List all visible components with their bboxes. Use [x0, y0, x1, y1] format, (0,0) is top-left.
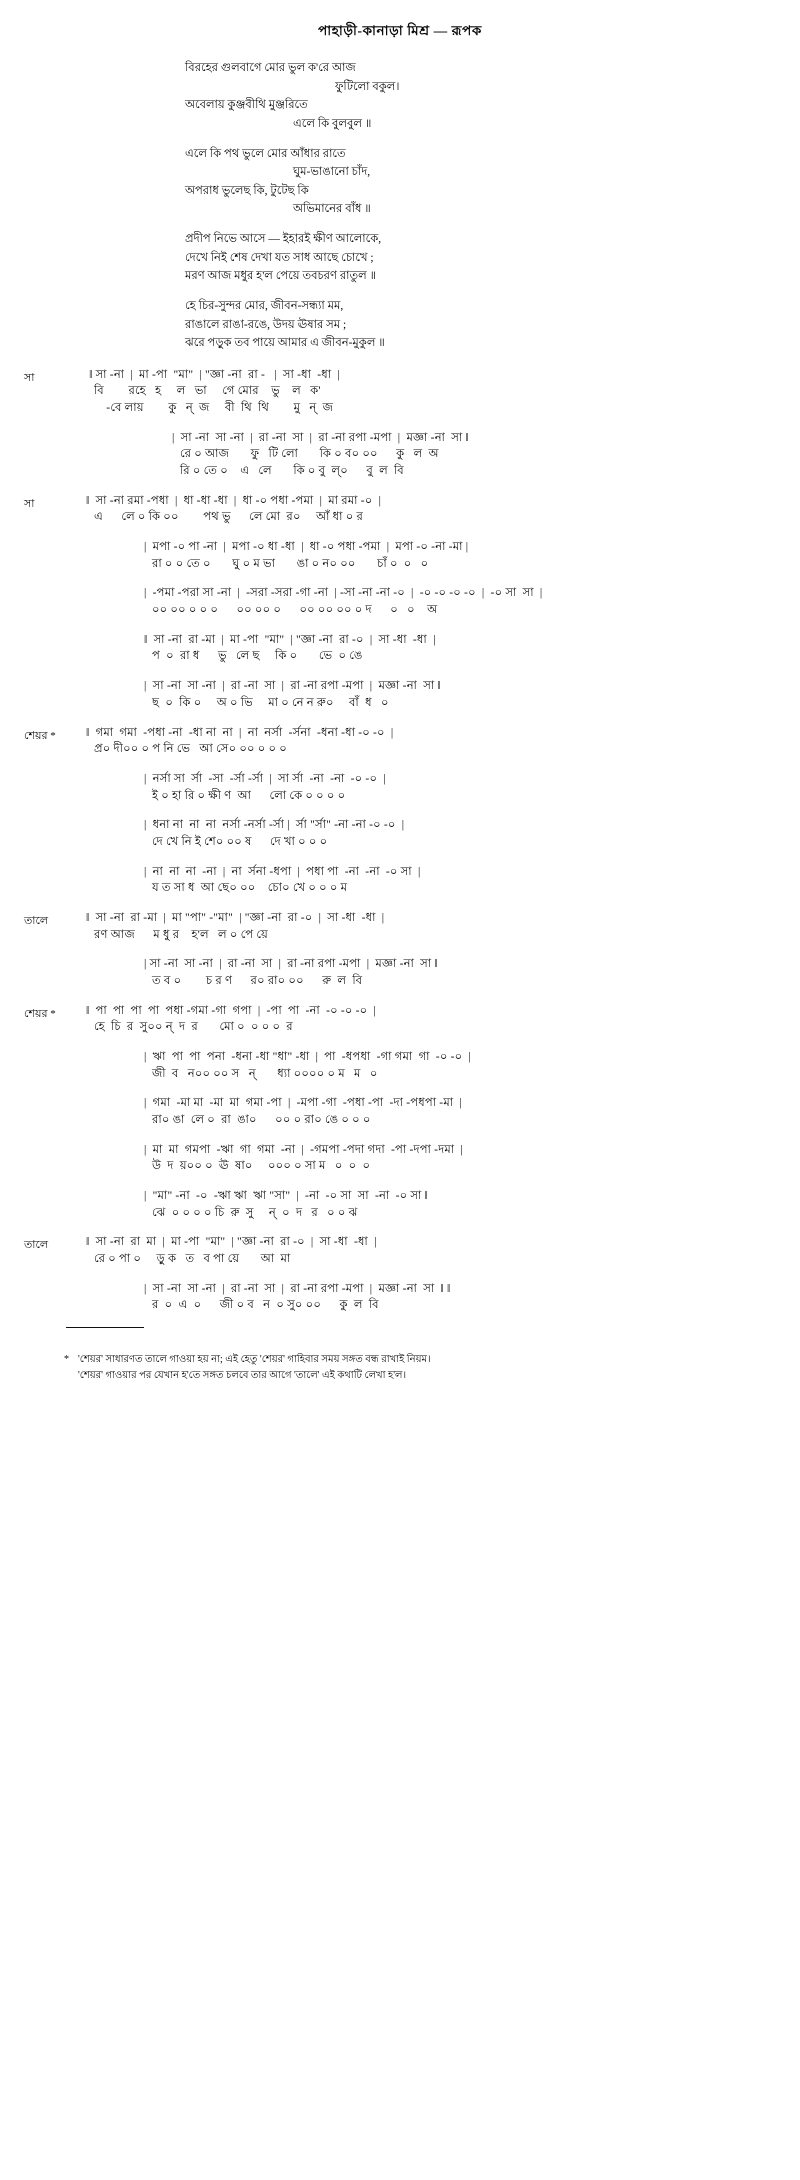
lyric-line: অবেলায় কুঞ্জবীথি মুঞ্জরিতে: [185, 99, 308, 112]
svara-line: ‖ সা -না রা -মা | মা "পা" -"মা" | "জ্ঞা -না রা -০ | সা -ধা -ধা |: [86, 911, 385, 924]
sahitya-line: বি রহে হ ল ভা গে মোর ভু ল ক': [94, 385, 321, 398]
lyric-line: দেখে নিই শেষ দেখা যত সাধ আছে চোখে ;: [185, 251, 374, 264]
lyric-line: অভিমানের বাঁধ ॥: [293, 203, 371, 216]
footnote-star: *: [64, 1353, 69, 1365]
sahitya-line: জী ব ন০০ ০০ স ন্ ধ্যা ০০০০ ০ ম ম ০: [152, 1067, 378, 1080]
notation-row-label: তালে: [24, 1239, 49, 1252]
notation-row-body: [86, 632, 776, 665]
notation-row: [24, 1188, 776, 1221]
notation-row-body: [86, 1003, 776, 1036]
lyric-stanza: [185, 230, 615, 286]
lyric-line: রাঙালে রাঙা-রঙে, উদয় ঊষার সম ;: [185, 318, 347, 331]
footnote-text: 'শেয়র' গাওয়ার পর যেখান হ'তে সঙ্গত চলবে তার আগে 'তালে' এই কথাটি লেখা হ'ল।: [78, 1369, 407, 1381]
notation-row-body: [86, 1095, 776, 1128]
svara-line: | নর্সা সা র্সা -সা -র্সা -র্সা | সা র্সা -না -না -০ -০ |: [144, 772, 386, 785]
notation-row: [24, 585, 776, 618]
lyric-line: এলে কি পথ ভুলে মোর আঁধার রাতে: [185, 147, 346, 160]
svara-line: | সা -না সা -না | রা -না সা | রা -না রপা -মপা | মজ্ঞা -না সা ‖: [172, 431, 469, 444]
footnote-text: 'শেয়র' সাধারণত তালে গাওয়া হয় না; এই হেতু 'শেয়র' গাহিবার সময় সঙ্গত বন্ধ রাখাই নিয়ম।: [78, 1353, 431, 1365]
sahitya-line: প ০ রা ধ ভু লে ছ কি ০ ভে ০ ঙে: [152, 650, 363, 663]
notation-row: [24, 864, 776, 897]
notation-row: [24, 1281, 776, 1314]
notation-row-label: তালে: [24, 914, 49, 927]
notation-row-label: [24, 1188, 86, 1190]
notation-row-label: [24, 864, 86, 866]
notation-row: [24, 910, 776, 943]
sahitya-line: দে খে নি ই শে০ ০০ ষ দে খা ০ ০ ০: [152, 835, 328, 848]
lyrics-section: [185, 59, 615, 353]
notation-row: [24, 1142, 776, 1175]
lyric-line: হে চির-সুন্দর মোর, জীবন-সন্ধ্যা মম,: [185, 299, 344, 312]
notation-section: [24, 367, 776, 1314]
svara-line: | মা মা গমপা -ঋা গা গমা -না | -গমপা -পদা গদা -পা -দপা -দমা |: [144, 1143, 463, 1156]
notation-row-label: [24, 1142, 86, 1144]
notation-row: [24, 367, 776, 417]
notation-row-body: [86, 585, 776, 618]
lyric-line: প্রদীপ নিভে আসে — ইহারই ক্ষীণ আলোকে,: [185, 233, 382, 245]
svara-line: | না না না -না | না র্সনা -ধপা | পধা পা -না -না -০ সা |: [144, 865, 421, 878]
notation-row-label: [24, 956, 86, 958]
notation-row-label: [24, 1281, 86, 1283]
footnote-line: [64, 1368, 776, 1384]
sahitya-line: য ত সা ধ আ ছে০ ০০ চো০ খে ০ ০ ০ ম: [152, 882, 348, 895]
svara-line: ‖ সা -না রমা -পধা | ধা -ধা -ধা | ধা -০ পধা -পমা | মা রমা -০ |: [86, 494, 382, 507]
notation-row-body: [86, 864, 776, 897]
notation-row-body: [86, 817, 776, 850]
lyric-line: ঘুম-ভাঙানো চাঁদ,: [293, 166, 371, 179]
notation-row-body: [86, 678, 776, 711]
notation-row: [24, 539, 776, 572]
notation-row: [24, 678, 776, 711]
notation-row: [24, 1234, 776, 1267]
notation-row: [24, 817, 776, 850]
notation-row-body: [86, 367, 776, 417]
notation-row-body: [86, 493, 776, 526]
sahitya-line: ই ০ হা রি ০ ক্ষী ণ আ লো কে ০ ০ ০ ০: [152, 789, 346, 802]
svara-line: | মপা -০ পা -না | মপা -০ ধা -ধা | ধা -০ পধা -পমা | মপা -০ -না -মা |: [144, 541, 469, 554]
lyric-stanza: [185, 297, 615, 353]
notation-row: [24, 771, 776, 804]
svara-line: ‖ সা -না রা -মা | মা -পা "মা" | "জ্ঞা -না রা -০ | সা -ধা -ধা |: [144, 633, 436, 646]
sahitya-line: রে ০ আজ ফু টি লো কি ০ ব০ ০০ কু ল অ: [180, 448, 439, 461]
sahitya-line: উ দ য়০০ ০ ঊ ষা০ ০০০ ০ সা ম ০ ০ ০: [152, 1160, 371, 1173]
notation-row: [24, 725, 776, 758]
sahitya-line: প্র০ দী০০ ০ প নি ভে আ সে০ ০০ ০ ০ ০: [94, 743, 287, 756]
notation-row: [24, 430, 776, 480]
sahitya-line: হে চি র সু০০ ন্ দ র মো ০ ০ ০ ০ র: [94, 1021, 293, 1034]
notation-row-body: [86, 771, 776, 804]
svara-line: | ঋা পা পা পনা -ধনা -ধা "ধা" -ধা | পা -ধপধা -গা গমা গা -০ -০ |: [144, 1050, 471, 1063]
notation-row-body: [86, 1188, 776, 1221]
notation-row-body: [86, 910, 776, 943]
svara-line: | -পমা -পরা সা -না | -সরা -সরা -গা -না | -সা -না -না -০ | -০ -০ -০ -০ | -০ সা সা |: [144, 587, 543, 600]
footnote-divider: [66, 1327, 144, 1328]
notation-row-label: [24, 539, 86, 541]
lyric-stanza: [185, 59, 615, 134]
lyric-line: মরণ আজ মধুর হ'ল পেয়ে তবচরণ রাতুল ॥: [185, 270, 377, 283]
lyric-line: ঝরে পড়ুক তব পায়ে আমার এ জীবন-মুকুল ॥: [185, 337, 385, 350]
notation-row-label: [24, 817, 86, 819]
svara-line: | ধনা না না না নর্সা -নর্সা -র্সা | র্সা "র্সা" -না -না -০ -০ |: [144, 819, 405, 832]
lyric-line: এলে কি বুলবুল ॥: [293, 117, 372, 130]
svara-line: | সা -না সা -না | রা -না সা | রা -না রপা -মপা | মজ্ঞা -না সা ‖: [144, 958, 438, 971]
page-title: পাহাড়ী-কানাড়া মিশ্র — রূপক: [318, 23, 482, 38]
notation-row-body: [86, 1281, 776, 1314]
notation-row-body: [86, 725, 776, 758]
sahitya-line: রণ আজ ম ধু র হ'ল ল ০ পে য়ে: [94, 928, 269, 941]
notation-row-label: [24, 1049, 86, 1051]
notation-row-label: [24, 678, 86, 680]
sahitya-line: রে ০ পা ০ ড়ু ক ত ব পা য়ে আ মা: [94, 1252, 291, 1265]
notation-row-label: [24, 585, 86, 587]
sahitya-line: ত ব ০ চ র ণ র০ রা০ ০০ রু ল বি: [152, 974, 363, 987]
notation-row-label: সা: [24, 371, 35, 384]
notation-row: [24, 493, 776, 526]
lyric-line: বিরহের গুলবাগে মোর ভুল ক'রে আজ: [185, 62, 356, 74]
sahitya-line-alt: -বে লায় কু ন্ জ বী থি থি মু ন্ জ: [94, 402, 334, 415]
notation-row-body: [86, 1049, 776, 1082]
svara-line: | সা -না সা -না | রা -না সা | রা -না রপা -মপা | মজ্ঞা -না সা ‖: [144, 680, 441, 693]
footnote: [24, 1352, 776, 1384]
svara-line: ‖ সা -না রা মা | মা -পা "মা" | "জ্ঞা -না রা -০ | সা -ধা -ধা |: [86, 1236, 377, 1249]
notation-row-body: [86, 956, 776, 989]
svara-line: ‖ পা পা পা পা পধা -গমা -গা গপা | -পা পা -না -০ -০ -০ |: [86, 1004, 377, 1017]
notation-row: [24, 1003, 776, 1036]
notation-row: [24, 632, 776, 665]
notation-row: [24, 956, 776, 989]
sahitya-line: রা০ ঙা লে ০ রা ঙা০ ০০ ০ রা০ ঙে ০ ০ ০: [152, 1113, 371, 1126]
lyric-stanza: [185, 145, 615, 220]
svara-line: ‖ সা -না | মা -পা "মা" | "জ্ঞা -না রা - | সা -ধা -ধা |: [86, 368, 340, 381]
lyric-line: ফুটিলো বকুল।: [335, 80, 400, 93]
sahitya-line: র ০ এ ০ জী ০ ব ন ০ সু০ ০০ কু ল বি: [152, 1299, 379, 1312]
notation-row-label: [24, 430, 86, 432]
svara-line: | সা -না সা -না | রা -না সা | রা -না রপা -মপা | মজ্ঞা -না সা ‖ ‖: [144, 1282, 451, 1295]
notation-row-body: [86, 1142, 776, 1175]
svara-line: ‖ গমা গমা -পধা -না -ধা না না | না নর্সা -র্সনা -ধনা -ধা -০ -০ |: [86, 726, 394, 739]
footnote-line: [64, 1352, 776, 1368]
notation-row-body: [86, 430, 776, 480]
sahitya-line: ঝে ০ ০ ০ ০ চি রু সু ন্ ০ দ র ০ ০ ঝ: [152, 1206, 358, 1219]
lyric-line: অপরাধ ভুলেছ কি, টুটেছ কি: [185, 184, 309, 197]
notation-row-body: [86, 539, 776, 572]
notation-row-label: [24, 632, 86, 634]
notation-row: [24, 1049, 776, 1082]
notation-row-label: সা: [24, 497, 35, 510]
notation-row-label: শেয়র *: [24, 1007, 56, 1020]
svara-line: | গমা -মা মা -মা মা গমা -পা | -মপা -গা -পধা -পা -দা -পধপা -মা |: [144, 1097, 462, 1110]
notation-row-label: শেয়র *: [24, 729, 56, 742]
svara-line: | "মা" -না -০ -ঋা ঋা ঋা "সা" | -না -০ সা সা -না -০ সা ‖: [144, 1189, 428, 1202]
sahitya-line: ০০ ০০ ০ ০ ০ ০০ ০০ ০ ০০ ০০ ০০ ০ দ ০ ০ অ: [152, 604, 438, 617]
sahitya-line: ছ ০ কি ০ অ ০ ভি মা ০ নে ন রু০ বাঁ ধ ০: [152, 696, 389, 709]
notation-row-label: [24, 771, 86, 773]
sahitya-line: এ লে ০ কি ০০ পথ ভু লে মো র০ আঁ ধা ০ র: [94, 511, 364, 524]
sahitya-line: রা ০ ০ তে ০ ঘু ০ ম ভা ঙা ০ ন০ ০০ চাঁ ০ ০ ০: [152, 557, 429, 570]
sahitya-line-alt: রি ০ তে ০ এ লে কি ০ বু ল্০ বু ল বি: [180, 465, 404, 478]
notation-row-body: [86, 1234, 776, 1267]
notation-row-label: [24, 1095, 86, 1097]
notation-row: [24, 1095, 776, 1128]
